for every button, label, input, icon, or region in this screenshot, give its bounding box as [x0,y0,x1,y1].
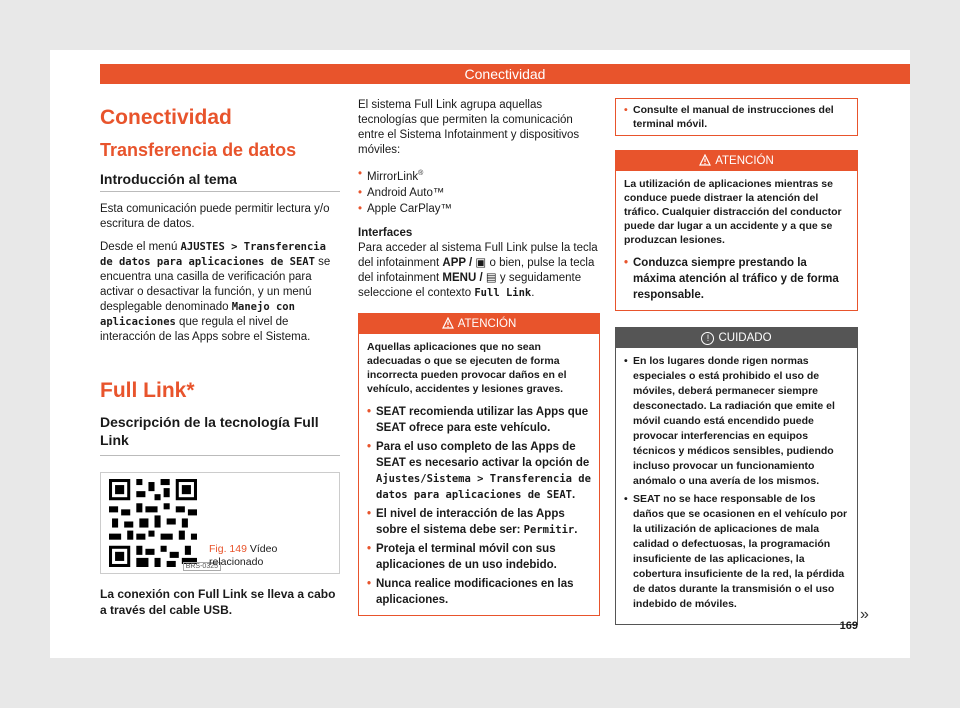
menu-option: Manejo con aplicaciones [100,301,295,328]
tech-list [358,166,600,217]
menu-paragraph: Desde el menú AJUSTES > Transferencia de datos para aplicaciones de SEAT se encuentra una casilla de verificación para activar o desactivar la función, y un menú desplegable denominado Manejo con aplicaciones que regula el nivel de interacción de las Apps sobre el Sistema. [100,241,331,343]
subsection-title: Transferencia de datos [100,140,297,160]
warning-header: ATENCIÓN [359,314,599,334]
menu-path: AJUSTES > Transferencia de datos para aplicaciones de SEAT [100,241,326,268]
column-3 [615,96,858,625]
list-item: • SEAT recomienda utilizar las Apps que SEAT ofrece para este vehículo. [367,404,591,436]
menu-key-label: MENU / [442,271,483,284]
manual-page [50,50,910,658]
warning-header: ATENCIÓN [616,151,857,171]
figure-number: Fig. 149 [209,543,247,555]
list-item: • MirrorLink® [358,166,600,185]
list-item: • Nunca realice modificaciones en las aplicaciones. [367,576,591,608]
figure-149 [100,472,340,574]
figure-caption [209,543,329,569]
list-item: • SEAT no se hace responsable de los daños que se ocasionen en el vehículo por la utilización de aplicaciones de mala calidad o defectuosas, la programación insuficiente de las aplicaciones, la cobertura insuficiente de la red, la pérdida de datos durante la transmisión o el uso indebido de móviles. [624,492,849,612]
full-link-intro: El sistema Full Link agrupa aquellas tecnologías que permiten la comunicación entre el Sistema Infotainment y dispositivos móviles: [358,99,580,156]
list-item: • Android Auto™ [358,185,600,201]
full-link-subtitle: Descripción de la tecnología Full Link [100,413,340,456]
warning-body [616,171,857,310]
warning-triangle-icon [442,317,454,329]
column-1 [100,90,340,618]
caution-body [616,348,857,624]
intro-paragraph: Esta comunicación puede permitir lectura y/o escritura de datos. [100,203,330,230]
list-item: • Proteja el terminal móvil con sus aplicaciones de un uso indebido. [367,541,591,573]
interfaces-paragraph: Para acceder al sistema Full Link pulse la tecla del infotainment APP / ▣ o bien, pulse la tecla del infotainment MENU / ▤ y seguidamente seleccione el contexto Full Link. [358,241,598,299]
topic-title: Introducción al tema [100,171,340,192]
qr-code-icon[interactable] [109,479,197,567]
list-item: • Apple CarPlay™ [358,201,600,217]
continued-note-box [615,98,858,136]
chapter-header: Conectividad [100,64,910,84]
usb-connection-text: La conexión con Full Link se lleva a cabo a través del cable USB. [100,587,336,617]
full-link-title: Full Link* [100,379,195,402]
warning-box-apps [358,313,600,616]
warning-box-driving [615,150,858,311]
caution-box [615,327,858,625]
figure-code: BRS-0325 [183,562,221,571]
list-item: • Consulte el manual de instrucciones del terminal móvil. [624,103,849,131]
warning-triangle-icon [699,154,711,166]
list-item: • El nivel de interacción de las Apps sobre el sistema debe ser: Permitir. [367,506,591,538]
caution-header: ! CUIDADO [616,328,857,348]
page-number: 169 [839,620,858,632]
list-item: • Para el uso completo de las Apps de SEAT es necesario activar la opción de Ajustes/Sistema > Transferencia de datos para aplicaciones de SEAT. [367,439,591,503]
figure-caption-text: Vídeo relacionado [209,543,278,568]
list-item: • Conduzca siempre prestando la máxima atención al tráfico y de forma responsable. [624,255,849,303]
info-icon: ! [701,332,714,345]
section-title: Conectividad [100,106,232,129]
warning-text: La utilización de aplicaciones mientras se conduce puede distraer la atención del tráfico. Cualquier distracción del conductor puede dar lugar a un accidente y a que se produzcan lesiones. [624,178,842,246]
menu-key-icon: ▤ [485,271,497,284]
warning-body [359,334,599,615]
interfaces-heading: Interfaces [358,226,413,239]
continue-marker: » [860,606,869,623]
list-item: • En los lugares donde rigen normas especiales o está prohibido el uso de móviles, deberá permanecer siempre desconectado. La radiación que emite el móvil cuando está encendido puede provocar interferencias en equipos técnicos y médicos sensibles, pudiendo incluso provocar un funcionamiento anómalo o una avería de los mismos. [624,354,849,489]
app-key-icon: ▣ [475,256,487,269]
column-2 [358,98,600,616]
warning-text: Aquellas aplicaciones que no sean adecuadas o que se ejecuten de forma incorrecta pueden provocar daños en el vehículo, accidentes y lesiones graves. [367,340,567,395]
context-name: Full Link [474,286,532,299]
app-key-label: APP / [442,256,473,269]
